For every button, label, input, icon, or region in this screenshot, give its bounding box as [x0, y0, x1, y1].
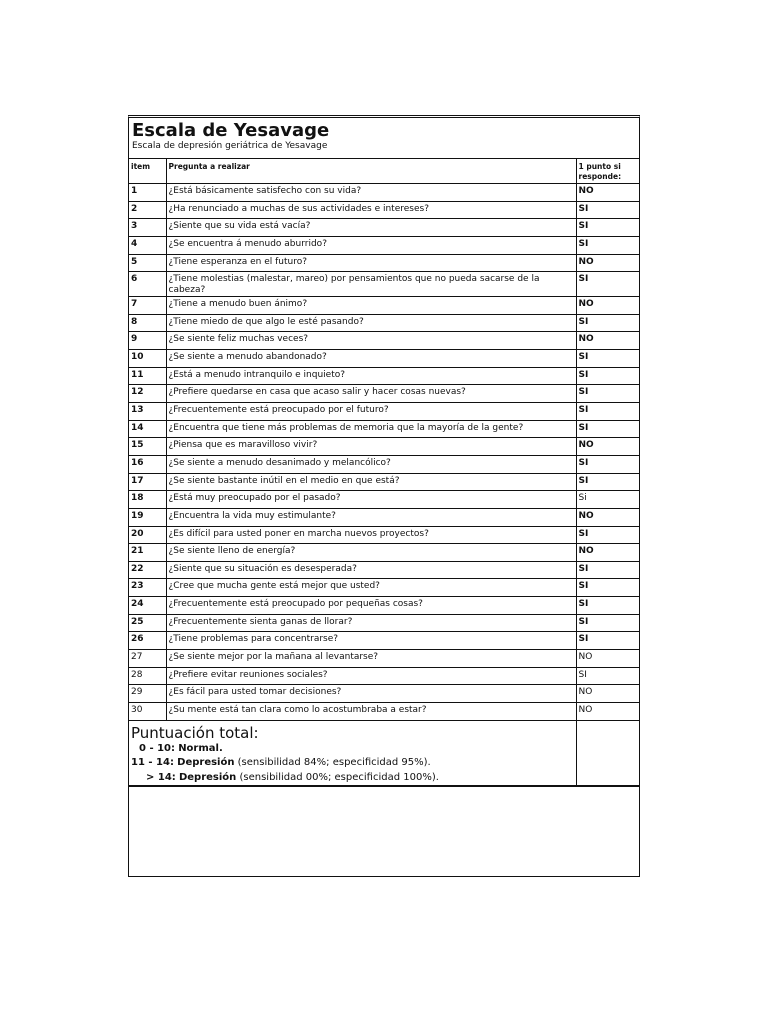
- document-title: Escala de Yesavage: [132, 120, 330, 141]
- question-text: ¿Tiene esperanza en el futuro?: [166, 254, 576, 272]
- answer-value: SI: [576, 236, 639, 254]
- answer-value: SI: [576, 219, 639, 237]
- header-question: Pregunta a realizar: [166, 159, 576, 184]
- question-text: ¿Frecuentemente sienta ganas de llorar?: [166, 614, 576, 632]
- range-label: Normal.: [178, 742, 223, 754]
- item-number: 13: [129, 403, 166, 421]
- question-text: ¿Tiene miedo de que algo le esté pasando?: [166, 314, 576, 332]
- question-row: [129, 403, 639, 421]
- score-range-normal: [131, 742, 574, 757]
- question-text: ¿Encuentra la vida muy estimulante?: [166, 508, 576, 526]
- item-number: 23: [129, 579, 166, 597]
- question-text: ¿Frecuentemente está preocupado por el futuro?: [166, 403, 576, 421]
- question-text: ¿Se siente mejor por la mañana al levantarse?: [166, 650, 576, 668]
- question-row: [129, 632, 639, 650]
- answer-value: SI: [576, 455, 639, 473]
- total-score-cell: [576, 720, 639, 786]
- question-text: ¿Es fácil para usted tomar decisiones?: [166, 685, 576, 703]
- question-row: [129, 685, 639, 703]
- question-text: ¿Frecuentemente está preocupado por pequeñas cosas?: [166, 597, 576, 615]
- header-points: 1 punto si responde:: [576, 159, 639, 184]
- question-text: ¿Tiene molestias (malestar, mareo) por pensamientos que no pueda sacarse de la cabeza?: [166, 272, 576, 297]
- item-number: 30: [129, 702, 166, 720]
- answer-value: SI: [576, 526, 639, 544]
- question-row: [129, 314, 639, 332]
- item-number: 4: [129, 236, 166, 254]
- item-number: 16: [129, 455, 166, 473]
- question-text: ¿Prefiere evitar reuniones sociales?: [166, 667, 576, 685]
- item-number: 20: [129, 526, 166, 544]
- item-number: 11: [129, 367, 166, 385]
- question-row: [129, 438, 639, 456]
- score-range-depression: [131, 756, 574, 771]
- question-row: [129, 184, 639, 202]
- range-detail: (sensibilidad 84%; especificidad 95%).: [237, 757, 431, 769]
- answer-value: SI: [576, 632, 639, 650]
- item-number: 29: [129, 685, 166, 703]
- range-detail: (sensibilidad 00%; especificidad 100%).: [239, 771, 439, 783]
- total-row: [129, 720, 639, 786]
- question-text: ¿Se siente a menudo desanimado y melancólico?: [166, 455, 576, 473]
- question-text: ¿Cree que mucha gente está mejor que usted?: [166, 579, 576, 597]
- item-number: 9: [129, 332, 166, 350]
- answer-value: SI: [576, 201, 639, 219]
- question-text: ¿Está básicamente satisfecho con su vida?: [166, 184, 576, 202]
- questions-body: [129, 184, 639, 721]
- question-text: ¿Tiene a menudo buen ánimo?: [166, 297, 576, 315]
- question-row: [129, 297, 639, 315]
- question-row: [129, 272, 639, 297]
- question-row: [129, 614, 639, 632]
- range-value: 11 - 14:: [131, 757, 174, 769]
- question-row: [129, 579, 639, 597]
- title-block: [129, 118, 639, 158]
- scale-frame: [128, 115, 640, 877]
- answer-value: NO: [576, 685, 639, 703]
- question-row: [129, 350, 639, 368]
- question-row: [129, 544, 639, 562]
- answer-value: NO: [576, 508, 639, 526]
- question-text: ¿Tiene problemas para concentrarse?: [166, 632, 576, 650]
- answer-value: NO: [576, 650, 639, 668]
- item-number: 14: [129, 420, 166, 438]
- question-text: ¿Encuentra que tiene más problemas de memoria que la mayoría de la gente?: [166, 420, 576, 438]
- question-text: ¿Siente que su situación es desesperada?: [166, 561, 576, 579]
- question-row: [129, 702, 639, 720]
- question-row: [129, 491, 639, 509]
- question-row: [129, 473, 639, 491]
- question-text: ¿Está muy preocupado por el pasado?: [166, 491, 576, 509]
- answer-value: NO: [576, 544, 639, 562]
- item-number: 18: [129, 491, 166, 509]
- answer-value: SI: [576, 614, 639, 632]
- question-row: [129, 385, 639, 403]
- total-cell: [129, 720, 576, 786]
- question-text: ¿Prefiere quedarse en casa que acaso salir y hacer cosas nuevas?: [166, 385, 576, 403]
- question-row: [129, 420, 639, 438]
- item-number: 1: [129, 184, 166, 202]
- item-number: 17: [129, 473, 166, 491]
- question-row: [129, 455, 639, 473]
- range-label: Depresión: [177, 757, 235, 769]
- questionnaire-table: [129, 158, 639, 787]
- item-number: 21: [129, 544, 166, 562]
- answer-value: SI: [576, 385, 639, 403]
- question-row: [129, 219, 639, 237]
- question-row: [129, 667, 639, 685]
- question-row: [129, 526, 639, 544]
- question-row: [129, 236, 639, 254]
- answer-value: SI: [576, 561, 639, 579]
- answer-value: NO: [576, 184, 639, 202]
- answer-value: SI: [576, 314, 639, 332]
- question-text: ¿Se siente lleno de energía?: [166, 544, 576, 562]
- question-text: ¿Se siente bastante inútil en el medio en que está?: [166, 473, 576, 491]
- question-row: [129, 367, 639, 385]
- item-number: 7: [129, 297, 166, 315]
- item-number: 25: [129, 614, 166, 632]
- item-number: 12: [129, 385, 166, 403]
- range-label: Depresión: [178, 771, 237, 783]
- question-row: [129, 332, 639, 350]
- item-number: 3: [129, 219, 166, 237]
- question-text: ¿Se siente a menudo abandonado?: [166, 350, 576, 368]
- answer-value: SI: [576, 367, 639, 385]
- item-number: 15: [129, 438, 166, 456]
- answer-value: SI: [576, 667, 639, 685]
- table-header-row: [129, 159, 639, 184]
- range-value: 0 - 10:: [139, 742, 175, 754]
- question-row: [129, 650, 639, 668]
- answer-value: NO: [576, 332, 639, 350]
- question-text: ¿Es difícil para usted poner en marcha nuevos proyectos?: [166, 526, 576, 544]
- item-number: 10: [129, 350, 166, 368]
- item-number: 2: [129, 201, 166, 219]
- total-label: Puntuación total:: [131, 723, 259, 742]
- question-text: ¿Está a menudo intranquilo e inquieto?: [166, 367, 576, 385]
- answer-value: NO: [576, 254, 639, 272]
- range-value: > 14:: [146, 771, 176, 783]
- question-text: ¿Ha renunciado a muchas de sus actividades e intereses?: [166, 201, 576, 219]
- item-number: 6: [129, 272, 166, 297]
- answer-value: NO: [576, 702, 639, 720]
- document-subtitle: Escala de depresión geriátrica de Yesavage: [132, 141, 328, 151]
- answer-value: SI: [576, 272, 639, 297]
- question-row: [129, 201, 639, 219]
- answer-value: NO: [576, 438, 639, 456]
- answer-value: SI: [576, 350, 639, 368]
- answer-value: SI: [576, 473, 639, 491]
- answer-value: Si: [576, 491, 639, 509]
- question-text: ¿Se siente feliz muchas veces?: [166, 332, 576, 350]
- question-text: ¿Siente que su vida está vacía?: [166, 219, 576, 237]
- answer-value: SI: [576, 597, 639, 615]
- item-number: 28: [129, 667, 166, 685]
- answer-value: NO: [576, 297, 639, 315]
- item-number: 27: [129, 650, 166, 668]
- item-number: 26: [129, 632, 166, 650]
- item-number: 19: [129, 508, 166, 526]
- item-number: 22: [129, 561, 166, 579]
- question-text: ¿Piensa que es maravilloso vivir?: [166, 438, 576, 456]
- answer-value: SI: [576, 403, 639, 421]
- question-row: [129, 561, 639, 579]
- item-number: 24: [129, 597, 166, 615]
- score-range-severe-depression: [131, 771, 574, 786]
- item-number: 8: [129, 314, 166, 332]
- question-row: [129, 597, 639, 615]
- question-text: ¿Su mente está tan clara como lo acostumbraba a estar?: [166, 702, 576, 720]
- header-item: item: [129, 159, 166, 184]
- answer-value: SI: [576, 420, 639, 438]
- question-text: ¿Se encuentra á menudo aburrido?: [166, 236, 576, 254]
- answer-value: SI: [576, 579, 639, 597]
- question-row: [129, 508, 639, 526]
- question-row: [129, 254, 639, 272]
- item-number: 5: [129, 254, 166, 272]
